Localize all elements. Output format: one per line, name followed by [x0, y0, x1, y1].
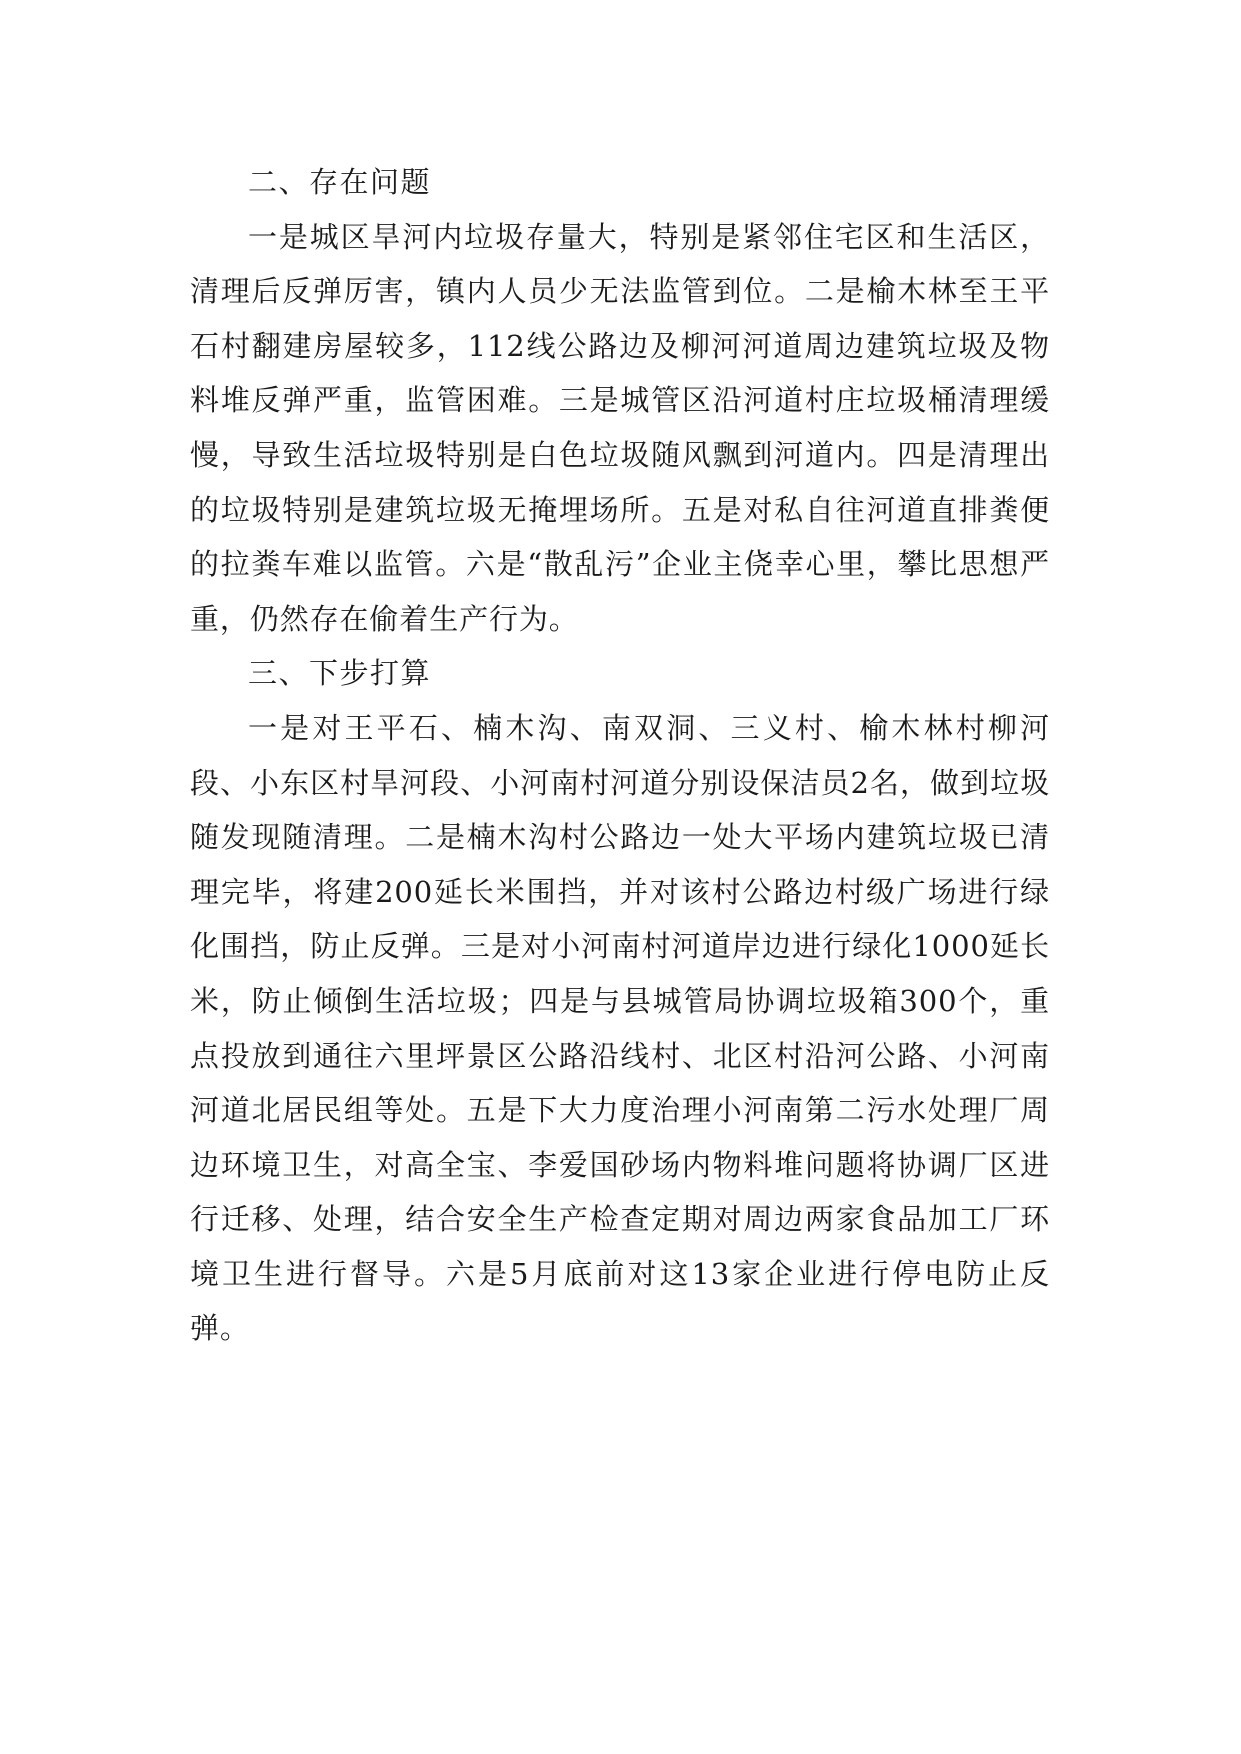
section-heading-next-steps: 三、下步打算: [248, 656, 432, 691]
paragraph-problems: 一是城区旱河内垃圾存量大，特别是紧邻住宅区和生活区，清理后反弹厉害，镇内人员少无法监管到位。二是榆木林至王平石村翻建房屋较多，112线公路边及柳河河道周边建筑垃圾及物料堆反弹严重，监管困难。三是城管区沿河道村庄垃圾桶清理缓慢，导致生活垃圾特别是白色垃圾随风飘到河道内。四是清理出的垃圾特别是建筑垃圾无掩埋场所。五是对私自往河道直排粪便的拉粪车难以监管。六是“散乱污”企业主侥幸心里，攀比思想严重，仍然存在偷着生产行为。: [190, 219, 1050, 636]
document-body: [190, 155, 1050, 1356]
section-heading-problems: 二、存在问题: [248, 165, 432, 199]
paragraph-next-steps: 一是对王平石、楠木沟、南双洞、三义村、榆木林村柳河段、小东区村旱河段、小河南村河道分别设保洁员2名，做到垃圾随发现随清理。二是楠木沟村公路边一处大平场内建筑垃圾已清理完毕，将建200延长米围挡，并对该村公路边村级广场进行绿化围挡，防止反弹。三是对小河南村河道岸边进行绿化1000延长米，防止倾倒生活垃圾；四是与县城管局协调垃圾箱300个，重点投放到通往六里坪景区公路沿线村、北区村沿河公路、小河南河道北居民组等处。五是下大力度治理小河南第二污水处理厂周边环境卫生，对高全宝、李爱国砂场内物料堆问题将协调厂区进行迁移、处理，结合安全生产检查定期对周边两家食品加工厂环境卫生进行督导。六是5月底前对这13家企业进行停电防止反弹。: [190, 710, 1050, 1346]
